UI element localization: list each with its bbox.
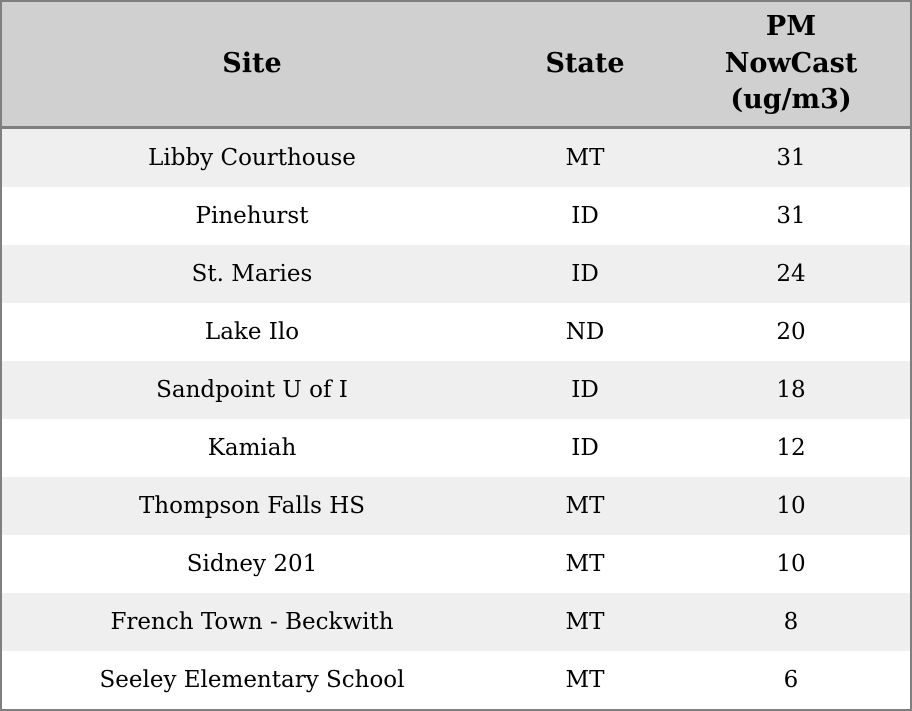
- pm-nowcast-cell: 31: [776, 145, 806, 172]
- column-header-state: [502, 2, 668, 128]
- column-header-pm-nowcast: [668, 2, 912, 128]
- column-header-pm-nowcast-label: PM NowCast (ug/m3): [724, 11, 858, 116]
- pm-nowcast-cell: 8: [783, 608, 799, 635]
- pm-nowcast-cell: 31: [776, 203, 806, 230]
- state-cell: MT: [565, 550, 605, 577]
- pm-nowcast-cell: 18: [776, 377, 806, 403]
- table-row: [2, 419, 912, 477]
- table-row: [2, 361, 912, 419]
- site-cell: French Town - Beckwith: [110, 608, 394, 635]
- state-cell: ND: [565, 319, 605, 346]
- site-cell: Sidney 201: [186, 550, 318, 577]
- header-row: [2, 2, 912, 128]
- site-cell: Thompson Falls HS: [138, 492, 366, 519]
- state-cell: ID: [571, 434, 599, 461]
- site-cell: Sandpoint U of I: [156, 377, 348, 403]
- table-row: [2, 535, 912, 593]
- table-row: [2, 651, 912, 709]
- site-cell: Kamiah: [207, 434, 297, 461]
- table-row: [2, 477, 912, 535]
- table-row: [2, 187, 912, 245]
- state-cell: MT: [565, 608, 605, 635]
- column-header-site-label: Site: [222, 47, 282, 79]
- column-header-state-label: State: [545, 47, 625, 79]
- pm-nowcast-cell: 6: [783, 666, 799, 693]
- pm-nowcast-table: [2, 2, 912, 709]
- pm-nowcast-cell: 10: [776, 550, 806, 577]
- table-row: [2, 245, 912, 303]
- state-cell: ID: [571, 377, 599, 403]
- state-cell: MT: [565, 666, 605, 693]
- state-cell: MT: [565, 492, 605, 519]
- site-cell: Lake Ilo: [204, 319, 300, 346]
- pm-nowcast-cell: 12: [776, 434, 806, 461]
- pm-nowcast-cell: 10: [776, 492, 806, 519]
- table-body: [2, 128, 912, 710]
- state-cell: ID: [571, 203, 599, 230]
- pm-nowcast-cell: 24: [776, 261, 806, 288]
- site-cell: Seeley Elementary School: [99, 666, 405, 693]
- state-cell: MT: [565, 145, 605, 172]
- table-row: [2, 593, 912, 651]
- table-row: [2, 303, 912, 361]
- table-row: [2, 128, 912, 188]
- column-header-site: [2, 2, 502, 128]
- site-cell: Libby Courthouse: [148, 145, 356, 172]
- site-cell: St. Maries: [191, 261, 313, 288]
- site-cell: Pinehurst: [195, 203, 309, 230]
- state-cell: ID: [571, 261, 599, 288]
- pm-nowcast-cell: 20: [776, 319, 806, 346]
- table-header: [2, 2, 912, 128]
